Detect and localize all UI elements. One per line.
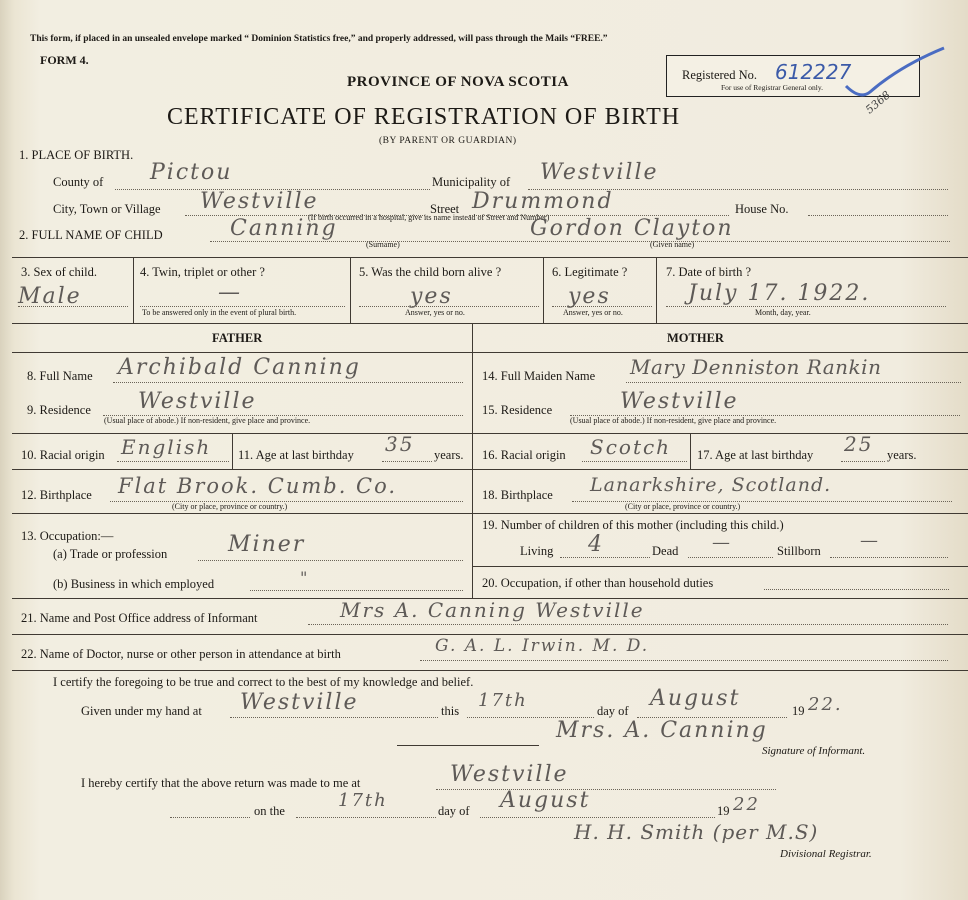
margin-note: 5368 <box>863 88 893 117</box>
doctor-top-rule <box>12 634 968 635</box>
parents-divider <box>472 323 473 598</box>
alive-label: 5. Was the child born alive ? <box>359 265 502 279</box>
blue-check-mark <box>840 44 950 104</box>
registrar-month-value: August <box>500 788 591 813</box>
place-section-label: 1. PLACE OF BIRTH. <box>19 148 134 162</box>
mail-notice-text: This form, if placed in an unsealed envelope marked “ Dominion Statistics free,” and properly addressed, will pass through the Mails <box>30 34 568 44</box>
divider-legit <box>656 257 657 323</box>
registrar-day-value: 17th <box>338 790 388 811</box>
house-rule <box>808 215 948 216</box>
surname-caption: (Surname) <box>366 240 400 249</box>
stillborn-value: — <box>860 530 880 551</box>
city-value: Westville <box>200 189 319 214</box>
father-trade-label: (a) Trade or profession <box>53 547 168 561</box>
registrar-on-the-label: on the <box>254 804 285 818</box>
given-caption: (Given name) <box>650 240 695 249</box>
parents-heading-rule <box>12 352 968 353</box>
registrar-year-value: 22 <box>733 794 760 815</box>
informant-signature-caption: Signature of Informant. <box>762 745 866 757</box>
divider-twin <box>350 257 351 323</box>
mother-occupation-label: 20. Occupation, if other than household duties <box>482 576 714 590</box>
sex-rule <box>18 306 128 307</box>
certification-top-rule <box>12 670 968 671</box>
given-place-value: Westville <box>240 690 359 715</box>
living-value: 4 <box>588 532 604 557</box>
mother-racial-label: 16. Racial origin <box>482 448 566 462</box>
registrar-year-prefix: 19 <box>717 804 730 818</box>
seal-rule <box>397 745 539 746</box>
child-name-label: 2. FULL NAME OF CHILD <box>19 228 163 242</box>
registered-label: Registered No. <box>682 68 757 82</box>
father-racial-value: English <box>121 435 212 459</box>
street-value: Drummond <box>472 189 614 214</box>
dead-value: — <box>712 532 732 553</box>
legit-rule <box>552 306 652 307</box>
mother-heading: MOTHER <box>667 331 724 345</box>
registrar-signature: H. H. Smith (per M.S) <box>574 820 819 844</box>
given-month-value: August <box>650 686 741 711</box>
child-surname-value: Canning <box>230 216 338 241</box>
sex-value: Male <box>18 284 82 309</box>
mother-racial-rule <box>582 461 687 462</box>
municipality-value: Westville <box>540 160 659 185</box>
dead-rule <box>688 557 773 558</box>
registrar-place-value: Westville <box>450 762 569 787</box>
mother-age-rule <box>841 461 885 462</box>
alive-rule <box>359 306 539 307</box>
doctor-value: G. A. L. Irwin. M. D. <box>435 636 650 656</box>
mother-residence-value: Westville <box>620 389 739 414</box>
informant-value: Mrs A. Canning Westville <box>340 598 645 622</box>
informant-label: 21. Name and Post Office address of Informant <box>21 611 258 625</box>
father-name-rule <box>113 382 463 383</box>
father-age-value: 35 <box>385 432 415 456</box>
page-subtitle: (BY PARENT OR GUARDIAN) <box>379 136 517 146</box>
father-age-label: 11. Age at last birthday <box>238 448 354 462</box>
birthplace-top-rule <box>12 469 968 470</box>
father-heading: FATHER <box>212 331 263 345</box>
father-residence-label: 9. Residence <box>27 403 91 417</box>
given-place-rule <box>230 717 438 718</box>
page-title: CERTIFICATE OF REGISTRATION OF BIRTH <box>167 104 681 130</box>
father-racial-divider <box>232 433 233 469</box>
father-racial-label: 10. Racial origin <box>21 448 105 462</box>
mother-children-label: 19. Number of children of this mother (including this child.) <box>482 518 784 532</box>
mother-racial-value: Scotch <box>590 435 672 459</box>
given-label: Given under my hand at <box>81 704 202 718</box>
registrar-note: For use of Registrar General only. <box>721 83 823 92</box>
father-trade-value: Miner <box>228 532 306 557</box>
informant-rule <box>308 624 948 625</box>
dob-label: 7. Date of birth ? <box>666 265 752 279</box>
twin-label: 4. Twin, triplet or other ? <box>140 265 265 279</box>
father-birthplace-note: (City or place, province or country.) <box>172 502 288 511</box>
registrar-month-rule <box>480 817 715 818</box>
living-rule <box>560 557 650 558</box>
dob-value: July 17. 1922. <box>688 281 871 306</box>
given-this-label: this <box>441 704 460 718</box>
occupation-top-rule <box>12 513 968 514</box>
form-number: FORM 4. <box>40 53 89 67</box>
divider-sex <box>133 257 134 323</box>
house-label: House No. <box>735 202 789 216</box>
twin-value: — <box>218 280 242 305</box>
city-label: City, Town or Village <box>53 202 161 216</box>
father-racial-rule <box>117 461 229 462</box>
father-birthplace-label: 12. Birthplace <box>21 488 92 502</box>
mother-residence-label: 15. Residence <box>482 403 553 417</box>
mother-occupation-rule-top <box>472 566 968 567</box>
registrar-place-rule <box>436 789 776 790</box>
legit-label: 6. Legitimate ? <box>552 265 628 279</box>
father-business-label: (b) Business in which employed <box>53 577 215 591</box>
registrar-day-of-label: day of <box>438 804 470 818</box>
registrar-statement: I hereby certify that the above return was made to me at <box>81 776 361 790</box>
mother-racial-divider <box>690 433 691 469</box>
father-residence-note: (Usual place of abode.) If non-resident, give place and province. <box>104 416 311 425</box>
municipality-label: Municipality of <box>432 175 511 189</box>
registered-number: 612227 <box>775 60 852 84</box>
alive-value: yes <box>410 284 453 309</box>
mail-notice <box>30 34 608 44</box>
county-label: County of <box>53 175 104 189</box>
mother-name-rule <box>626 382 961 383</box>
given-year-value: 22. <box>808 694 843 715</box>
twin-rule <box>140 306 345 307</box>
doctor-rule <box>420 660 948 661</box>
hospital-note: (If birth occurred in a hospital, give its name instead of Street and Number) <box>308 213 550 222</box>
mother-age-unit: years. <box>887 448 917 462</box>
father-name-label: 8. Full Name <box>27 369 93 383</box>
informant-signature: Mrs. A. Canning <box>556 718 768 743</box>
mail-free-text: “FREE.” <box>570 34 608 44</box>
father-business-rule <box>250 590 463 591</box>
given-day-of-label: day of <box>597 704 629 718</box>
child-given-value: Gordon Clayton <box>530 216 734 241</box>
father-age-unit: years. <box>434 448 464 462</box>
father-birthplace-value: Flat Brook. Cumb. Co. <box>118 474 398 498</box>
mother-birthplace-value: Lanarkshire, Scotland. <box>590 474 832 496</box>
registrar-day-rule <box>296 817 436 818</box>
stillborn-rule <box>830 557 948 558</box>
legit-value: yes <box>568 284 611 309</box>
stillborn-label: Stillborn <box>777 544 821 558</box>
certification-statement: I certify the foregoing to be true and correct to the best of my knowledge and belief. <box>53 675 474 689</box>
racial-top-rule <box>12 433 968 434</box>
county-value: Pictou <box>150 160 233 185</box>
table-top-rule <box>12 257 968 258</box>
father-age-rule <box>382 461 432 462</box>
father-business-value: " <box>300 568 310 587</box>
dob-rule <box>666 306 946 307</box>
registrar-lead-rule <box>170 817 250 818</box>
dead-label: Dead <box>652 544 679 558</box>
mother-name-value: Mary Denniston Rankin <box>630 355 882 379</box>
sex-label: 3. Sex of child. <box>21 265 98 279</box>
living-label: Living <box>520 544 554 558</box>
registrar-signature-caption: Divisional Registrar. <box>780 848 872 860</box>
legit-note: Answer, yes or no. <box>563 308 623 317</box>
father-name-value: Archibald Canning <box>118 355 361 380</box>
given-year-prefix: 19 <box>792 704 805 718</box>
mother-name-label: 14. Full Maiden Name <box>482 369 596 383</box>
father-residence-value: Westville <box>138 389 257 414</box>
dob-note: Month, day, year. <box>755 308 811 317</box>
row3-bottom-rule <box>12 323 968 324</box>
mother-birthplace-label: 18. Birthplace <box>482 488 553 502</box>
child-name-rule <box>210 241 950 242</box>
divider-alive <box>543 257 544 323</box>
doctor-label: 22. Name of Doctor, nurse or other person in attendance at birth <box>21 647 341 661</box>
mother-birthplace-note: (City or place, province or country.) <box>625 502 741 511</box>
twin-note: To be answered only in the event of plural birth. <box>142 308 297 317</box>
mother-age-value: 25 <box>844 432 874 456</box>
father-trade-rule <box>198 560 463 561</box>
mother-age-label: 17. Age at last birthday <box>697 448 814 462</box>
province-heading: PROVINCE OF NOVA SCOTIA <box>347 74 569 90</box>
alive-note: Answer, yes or no. <box>405 308 465 317</box>
mother-residence-note: (Usual place of abode.) If non-resident, give place and province. <box>570 416 777 425</box>
father-occupation-label: 13. Occupation:— <box>21 529 114 543</box>
given-day-value: 17th <box>478 690 528 711</box>
mother-occupation-rule <box>764 589 949 590</box>
street-label: Street <box>430 202 460 216</box>
